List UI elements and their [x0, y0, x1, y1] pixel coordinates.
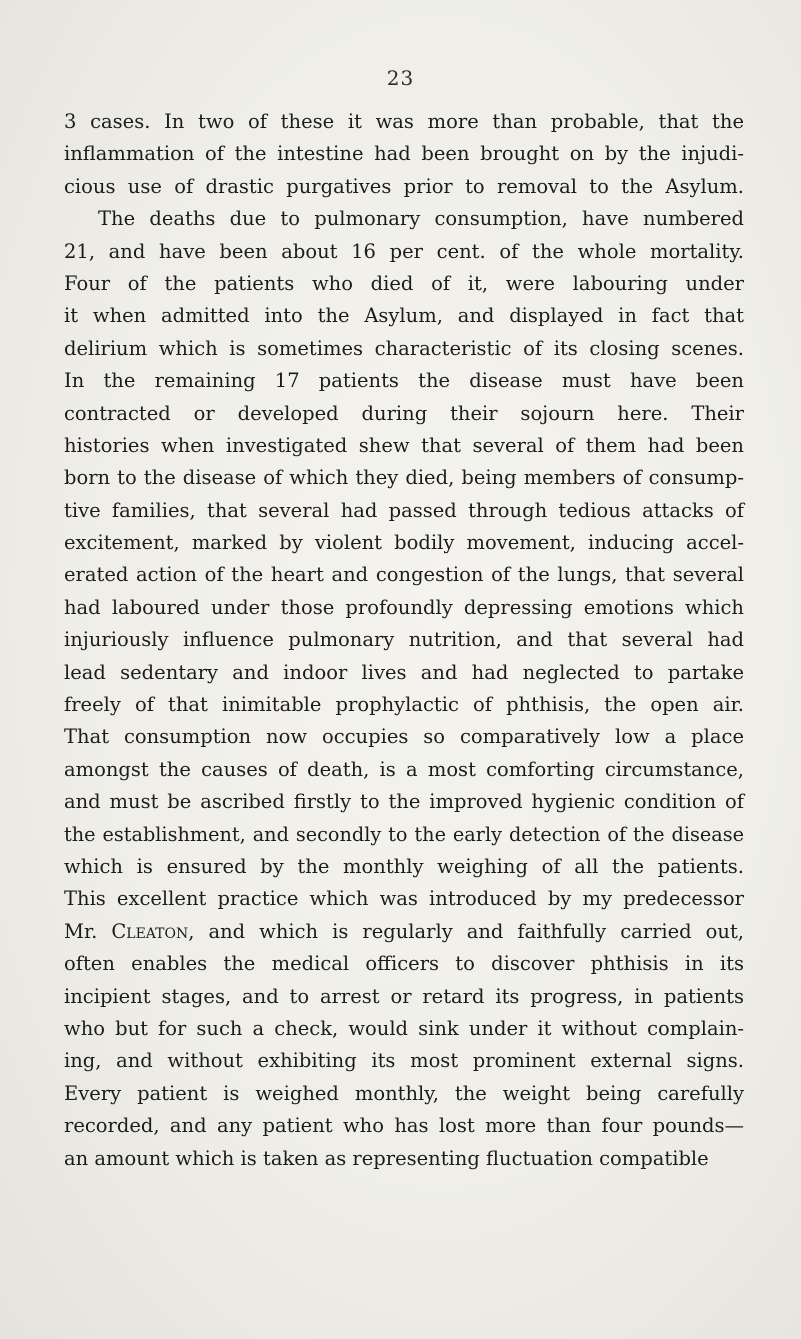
text-line: injuriously influence pulmonary nutrition, and that several had [64, 628, 744, 652]
text-line: 3 cases. In two of these it was more than probable, that the [64, 110, 744, 133]
text-line: That consumption now occupies so comparatively low a place [64, 725, 744, 749]
text-line: recorded, and any patient who has lost more than four pounds— [64, 1114, 744, 1138]
text-fragment: , and which is regularly and faithfully carried out, [188, 919, 744, 943]
text-line: histories when investigated shew that several of them had been [64, 433, 744, 457]
text-line: amongst the causes of death, is a most comforting circumstance, [64, 757, 744, 781]
text-line: born to the disease of which they died, being members of consump- [64, 466, 744, 490]
text-line: who but for such a check, would sink under it without complain- [64, 1016, 744, 1040]
text-line: often enables the medical officers to discover phthisis in its [64, 952, 744, 976]
text-line: The deaths due to pulmonary consumption, have numbered [98, 207, 744, 231]
text-line: delirium which is sometimes characteristic of its closing scenes. [64, 336, 744, 360]
text-line: Every patient is weighed monthly, the weight being carefully [64, 1081, 744, 1105]
body-text [64, 106, 744, 1175]
text-line: which is ensured by the monthly weighing of all the patients. [64, 854, 744, 878]
text-line: lead sedentary and indoor lives and had neglected to partake [64, 660, 744, 684]
text-line: contracted or developed during their sojourn here. Their [64, 401, 744, 425]
text-line: In the remaining 17 patients the disease must have been [64, 369, 744, 393]
text-line: Four of the patients who died of it, were labouring under [64, 271, 744, 295]
text-line: the establishment, and secondly to the early detection of the disease [64, 822, 744, 846]
text-line: and must be ascribed firstly to the improved hygienic condition of [64, 790, 744, 814]
text-line: cious use of drastic purgatives prior to removal to the Asylum. [64, 174, 744, 198]
text-line: excitement, marked by violent bodily movement, inducing accel- [64, 531, 744, 555]
text-line: an amount which is taken as representing fluctuation compatible [64, 1146, 709, 1170]
text-line: inflammation of the intestine had been brought on by the injudi- [64, 142, 744, 166]
text-line: tive families, that several had passed through tedious attacks of [64, 498, 744, 522]
text-line: ing, and without exhibiting its most prominent external signs. [64, 1049, 744, 1073]
text-line: 21, and have been about 16 per cent. of the whole mortality. [64, 239, 744, 263]
text-line: it when admitted into the Asylum, and displayed in fact that [64, 304, 744, 328]
text-line: had laboured under those profoundly depressing emotions which [64, 595, 744, 619]
page-number: 23 [386, 66, 415, 90]
person-name: Cleaton [111, 919, 189, 943]
text-line: freely of that inimitable prophylactic of phthisis, the open air. [64, 693, 744, 717]
text-line: This excellent practice which was introduced by my predecessor [64, 887, 744, 911]
text-line: incipient stages, and to arrest or retard its progress, in patients [64, 984, 744, 1008]
text-line: erated action of the heart and congestion of the lungs, that several [64, 563, 744, 587]
text-fragment: Mr. [64, 919, 112, 943]
text-line-with-name [64, 916, 744, 948]
